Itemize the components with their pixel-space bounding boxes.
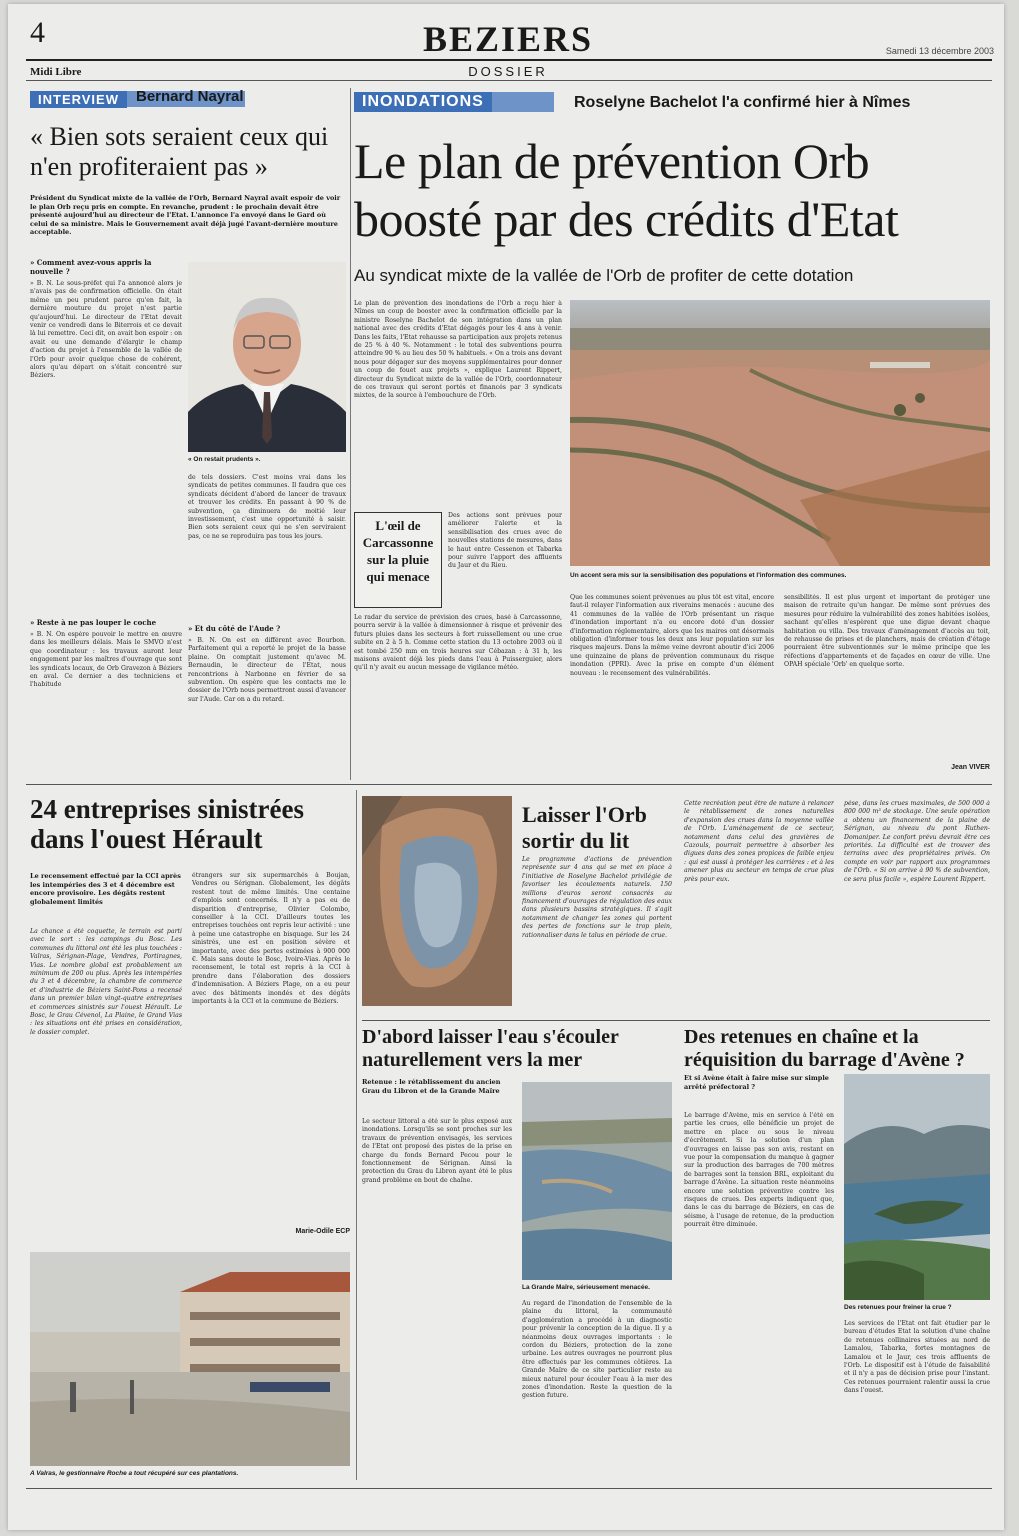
interview-answer-1: » B. N. Le sous-préfet qui l'a annoncé alors je n'avais pas de confirmation officielle. On était même un peu prudent parce qu'en fait, la dernière mouture du projet n'est partie qu'aujourd'hui. Le directeur de l'Etat devait venir ce vendredi dans le Biterrois et ce devait là lui remettre. Ceci dit, on avait bon espoir : on avait eu une demande d'élargir le champ d'action du projet à l'ensemble de la vallée de l'Orb pour avoir quelque chose de cohérent, alors qu'au départ on s'était concentré sur Béziers. [30, 280, 182, 380]
interview-question-2: » Reste à ne pas louper le coche [30, 618, 157, 627]
section-label: DOSSIER [468, 64, 548, 79]
dabord-body-2: Au regard de l'inondation de l'ensemble de la plaine du littoral, la communauté d'agglomération a procédé à un diagnostic pour prévenir la conception de la digue. Il y a néanmoins deux ouvrages importants : le cordon du Béziers, protection de la zone urbaine. Les autres ouvrages ne pourront plus être effectués par les communes côtières. La Grande Maïre de ce site particulier reste au mieux naturel pour écouler l'eau à la mer des zones d'inondation. Reste la question de la gestion future. [522, 1300, 672, 1400]
main-body-1: Le plan de prévention des inondations de l'Orb a reçu hier à Nîmes un coup de booster avec la confirmation officielle par la ministre Roselyne Bachelot de son intégration dans un plan national avec des crédits d'Etat dégagés pour les 4 ans à venir. Dans les faits, l'Etat rehausse sa participation aux projets retenus de 25 % à 40 %. Notamment : le total des subventions pourra atteindre 90 % au lieu des 50 % habituels. « On a trois ans devant nous pour dégager sur des moyens supplémentaires pour donner un coup de fouet aux projets », explique Laurent Rippert, directeur du Syndicat mixte de la vallée de l'Orb, coordonnateur de ces travaux qui seront portés et financés par 3 syndicats mixtes, de la source à l'embouchure de l'Orb. [354, 300, 562, 400]
retenues-lead: Et si Avène était à faire mise sur simple arrêté préfectoral ? [684, 1074, 829, 1091]
main-credit: Jean VIVER [951, 764, 990, 771]
valras-photo-caption: A Valras, le gestionnaire Roche a tout récupéré sur ces plantations. [30, 1470, 239, 1477]
radar-box-title: L'œil de Carcassonne sur la pluie qui menace [362, 518, 434, 584]
laisser-body-2: Cette recréation peut être de nature à relancer le rétablissement de zones naturelles d'expansion des crues dans la moyenne vallée de l'Orb. L'aménagement de ce secteur, notamment dans celui des gravières de Cazouls, pourrait permettre à absorber les digues dans des zones propices de faible enjeu : qui est aussi à protéger les carrières : et à les amener plus au secteur en temps de crue plus près pour eux. [684, 800, 834, 883]
interview-answer-3: » B. N. On est en différent avec Bourbon. Parfaitement qui a reporté le projet de la basse plaine. On comptait justement qu'avec M. Bernaudin, le directeur de l'Etat, nous rencontrions à Narbonne en février de sa subvention. On espère que les contacts me le dossier de l'Orb nous permettront aussi d'avancer sur l'Aude. Car on a du retard. [188, 637, 346, 703]
interview-col-1 [30, 258, 182, 778]
paper-name: Midi Libre [30, 66, 82, 78]
column-divider [350, 88, 351, 780]
interview-question-3: » Et du côté de l'Aude ? [188, 624, 281, 633]
grande-maire-photo [522, 1082, 672, 1280]
interview-col-2 [188, 474, 346, 779]
enterprises-body-1: La chance a été coquette, le terrain est parti avec le sort : les campings du Bosc. Les communes du littoral ont été les plus touchées : Valras, Sérignan-Plage, Vendres, Portiragnes, Vias. Le nombre global est probablement un minimum de 200 ou plus. Après les intempéries du 3 et 4 décembre, la chambre de commerce et d'industrie de Béziers Saint-Pons a recensé dans un premier bilan vingt-quatre entreprises et commerces sinistrés sur l'ouest Hérault. Le Bosc, le Grau Cévenol, La Plaine, le Grand Vias : les situations ont été prises en considération, le dossier complet. [30, 928, 182, 1036]
flood-photo-caption: Un accent sera mis sur la sensibilisation des populations et l'information des communes. [570, 572, 847, 579]
main-body-1b: Des actions sont prévues pour améliorer l'alerte et la sensibilisation des crues avec de nouvelles stations de mesures, dans le haut entre Cessenon et Tabarka pour suivre l'apport des affluents du Jaur et du Rieu. [448, 512, 562, 570]
enterprises-credit: Marie-Odile ECP [295, 1228, 350, 1235]
newspaper-page [8, 4, 1004, 1530]
interview-answer-1b: de tels dossiers. C'est moins vrai dans les syndicats de petites communes. Il faudra que ces syndicats décident d'abord de lancer de travaux et trouver les crédits. En passant à 90 % de subvention, ça diminuera de moitié leur investissement, c'est une opportunité à saisir. Bien sots seraient ceux qui ne s'en serviraient pas, ce ne se reproduira pas tous les jours. [188, 474, 346, 540]
retenues-photo-caption: Des retenues pour freiner la crue ? [844, 1304, 952, 1311]
radar-box [354, 512, 442, 608]
interview-portrait-photo [188, 262, 346, 452]
main-headline: Le plan de prévention Orb boosté par des crédits d'Etat [354, 133, 899, 247]
main-body-2: Que les communes soient prévenues au plus tôt est vital, encore faut-il relayer l'information aux riverains menacés : aucune des 41 communes de la vallée de l'Orb présentant un risque d'inondation important n'a eu encore doté d'un dossier d'information réglementaire, alors que les maires ont désormais obligation d'informer tous les deux ans leur population sur les risques majeurs. Dans la même veine devront aboutir d'ici 2006 une quinzaine de plans de prévention communaux du risque inondation (PPRI). Avec la prise en compte d'un élément nouveau : le recensement des vulnérabilités. [570, 594, 774, 677]
orb-meander-photo [362, 796, 512, 1006]
interview-intro: Président du Syndicat mixte de la vallée de l'Orb, Bernard Nayral avait espoir de voir le plan Orb reçu pris en compte. En revanche, prudent : le prochain devait être présenté aujourd'hui au directeur de l'Etat. L'annonce l'a envoyé dans le Gard où celui de sa ministre. Mais le Gouvernement avait déjà jugé l'avant-dernière mouture acceptable. [30, 194, 341, 237]
interview-tag: INTERVIEW [30, 91, 127, 108]
retenues-title: Des retenues en chaîne et la réquisition du barrage d'Avène ? [684, 1026, 965, 1071]
dabord-body-1: Le secteur littoral a été sur le plus exposé aux inondations. Lorsqu'ils se sont proches sur les travaux de prévention envisagés, les services de l'Etat ont proposé des pistes de la prise en charge du fonds Bernard Pecou pour le fonctionnement de Sérignan. Ainsi la protection du Grau du Libron ayant été le plus grand problème en bout de chaîne. [362, 1118, 512, 1184]
main-body-3: sensibilités. Il est plus urgent et important de protéger une maison de retraite qu'un hangar. De même sont prévues des mesures pour réduire la vulnérabilité des zones habitées isolées, sachant qu'elles n'espèrent que une digue devant chaque habitation ou villa. Des travaux d'aménagement d'accès au toit, de rehausse de prises et de planchers, mais de création d'étage pourraient être subventionnés sur le même principe que les réfections d'appartements et de façades en cœur de ville. Une OPAH spéciale 'Orb' en quelque sorte. [784, 594, 990, 669]
enterprises-title: 24 entreprises sinistrées dans l'ouest Hérault [30, 794, 304, 854]
masthead-rule [26, 59, 992, 61]
laisser-body-1: Le programme d'actions de prévention représente sur 4 ans qui se met en place à l'initiative de Roselyne Bachelot privilégie de favoriser les écoulements naturels. 150 millions d'euros seront consacrés au financement d'ouvrages de régulation des eaux dans plusieurs bassins stratégiques. Il s'agit notamment de changer les zones qui portent des pertes de fonctions sur le trop plein, rationnaliser dans le talus en période de crue. [522, 856, 672, 939]
page-number: 4 [30, 16, 45, 49]
radar-box-body: Le radar du service de prévision des crues, basé à Carcassonne, pourra servir à la vallée à dimensionner à risque et prévenir des futurs pluies dans les secteurs à fort ruissellement ou une crue subite en 2 à 5 h. Comme cette station du 13 octobre 2003 où il est tombé 250 mm en trois heures sur Cébazan : à 31 h, les maisons avaient déjà les pieds dans l'eau à Puisserguier, alors qu'il n'y avait eu aucun message de vigilance météo. [354, 614, 562, 672]
enterprises-lead: Le recensement effectué par la CCI après les intempéries des 3 et 4 décembre est encore provisoire. Les dégâts restent globalement limités [30, 872, 181, 906]
valras-photo [30, 1252, 350, 1466]
lower-rule [362, 1020, 990, 1021]
flood-aerial-photo [570, 300, 990, 566]
main-kicker: Roselyne Bachelot l'a confirmé hier à Nîmes [574, 94, 911, 111]
issue-date: Samedi 13 décembre 2003 [885, 46, 994, 56]
footer-rule [26, 1488, 992, 1489]
laisser-title: Laisser l'Orb sortir du lit [522, 802, 647, 853]
masthead-rule-bottom [26, 80, 992, 81]
mid-rule [26, 784, 992, 785]
interview-title: « Bien sots seraient ceux qui n'en profiteraient pas » [30, 122, 329, 181]
interview-person: Bernard Nayral [136, 88, 244, 105]
enterprises-body-2: étrangers sur six supermarchés à Boujan, Vendres ou Sérignan. Globalement, les dégâts restent tout de même limités. Une centaine d'emplois sont concernés. Il n'y a pas eu de disparition d'entreprise, Olivier Colombo, conseiller à la CCI. D'ailleurs toutes les entreprises touchées ont repris leur activité : une à peine une catastrophe en bisquage. Sur les 24 sinistrés, une est en position sévère et importante, avec des pertes estimées à 900 000 €. Mais sans doute le Bosc, Ivoire-Vias. Après le recensement, le total est repris à la CCI à prendre dans l'élaboration des dossiers d'indemnisation. A Béziers Plage, on a eu peur avec des bâtiments inondés et des dégâts importants à la CCI et la commune de Béziers. [192, 872, 350, 1006]
main-tag: INONDATIONS [354, 92, 492, 112]
dabord-title: D'abord laisser l'eau s'écouler naturellement vers la mer [362, 1026, 619, 1071]
interview-answer-2: » B. N. On espère pouvoir le mettre en œuvre dans les meilleurs délais. Mais le SMVO n'est que coordinateur : les travaux auront leur engagement par les maîtres d'ouvrage que sont les syndicats locaux, de Orb Gravezon à Béziers en aval. Ce dernier a des techniciens et l'habitude [30, 631, 182, 689]
section-city: BEZIERS [422, 19, 594, 59]
column-divider-2 [356, 790, 357, 1480]
dabord-lead: Retenue : le rétablissement du ancien Grau du Libron et de la Grande Maïre [362, 1078, 501, 1095]
main-subheadline: Au syndicat mixte de la vallée de l'Orb de profiter de cette dotation [354, 266, 854, 285]
retenues-body-2: Les services de l'Etat ont fait étudier par le bureau d'études Etat la solution d'une chaîne de retenues collinaires situées au nord de Lamalou, Tabarka, fortes montagnes de Lamalou et le Jaur, ces trois affluents de l'Orb. Le dispositif est à l'étude de faisabilité et il n'y a pas de décision prise pour l'instant. Ces retenues pourraient ralentir aussi la crue dans l'ouest. [844, 1320, 990, 1395]
laisser-body-3: pèse, dans les crues maximales, de 500 000 à 800 000 m³ de stockage. Une seule opération a obtenu un financement de la plaine de Sérignan, au niveau du pont Ruthen-Domaniper. Le confort prévu devrait être ces priorités. La difficulté est de trouver des terrains avec des propriétaires privés. On compte en voir par rapport aux programmes de l'Orb. « Si on arrive à 90 % de subvention, ce sera plus facile », espère Laurent Rippert. [844, 800, 990, 883]
retenues-body-1: Le barrage d'Avène, mis en service à l'été en partie les crues, elle bénéficie un projet de mettre en place ou sous le niveau d'écrêtement. Si la solution d'un plan d'ouvrages en laisse pas son avis, restant en vue pour la compensation du manque à gagner sur la production des barrages de 700 mètres de barrages sont la tension BRL, exploitant du barrage d'Avène. La situation reste néanmoins encore une solution préventive contre les risques de crues. Des experts indiquent que, dans le cas du barrage de Béziers, en cas de séisme, à l'usage de retenue, de la production pourrait être diminuée. [684, 1112, 834, 1229]
grande-maire-caption: La Grande Maïre, sérieusement menacée. [522, 1284, 650, 1291]
interview-question-1: » Comment avez-vous appris la nouvelle ? [30, 258, 152, 276]
interview-photo-caption: « On restait prudents ». [188, 456, 261, 463]
retenues-photo [844, 1074, 990, 1300]
